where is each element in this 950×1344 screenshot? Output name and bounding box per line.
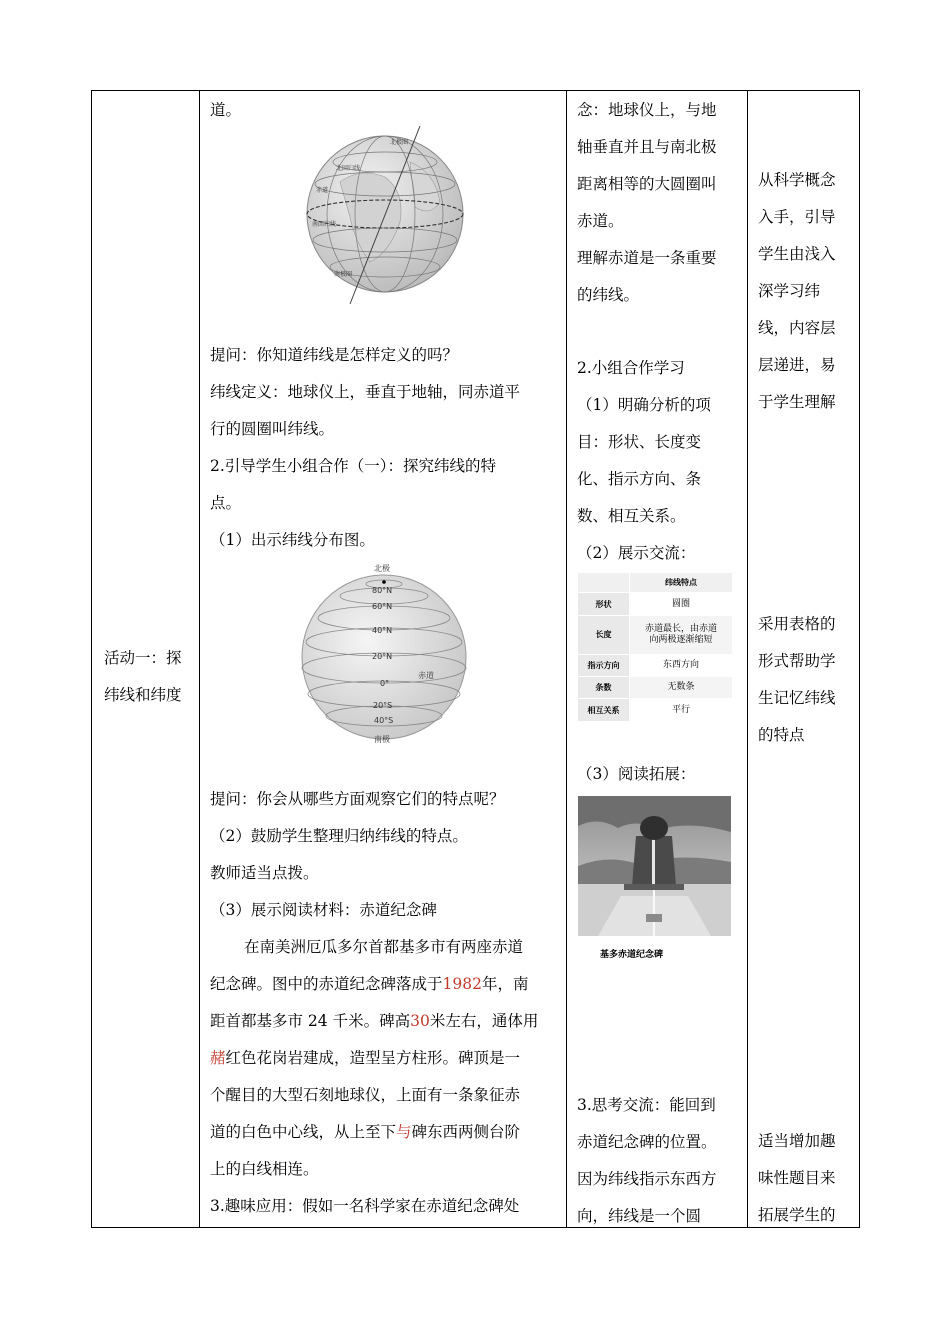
definition-line: 行的圆圈叫纬线。 (210, 420, 335, 438)
concept-line: 念：地球仪上，与地 (577, 101, 717, 119)
intent-block-1 (758, 162, 854, 421)
concept-line: 轴垂直并且与南北极 (577, 138, 717, 156)
reading-red-char: 赭 (210, 1049, 226, 1067)
label-north-pole: 北极 (374, 564, 390, 573)
sub-step-line: （1）出示纬线分布图。 (210, 531, 375, 549)
intent-line: 味性题目来 (758, 1169, 836, 1187)
reading-text: 距首都基多市 24 千米。碑高 (210, 1012, 411, 1030)
intent-line: 拓展学生的 (758, 1206, 836, 1224)
step-line: 点。 (210, 494, 242, 512)
intent-line: 线，内容层 (758, 319, 836, 337)
reading-text: 道的白色中心线，从上至下 (210, 1123, 397, 1141)
table-row (578, 573, 733, 593)
table-border-3 (566, 90, 567, 1228)
exchange-line: （2）展示交流： (577, 544, 696, 562)
globe1-label-arctic: 北极圈 (390, 139, 409, 146)
reading-line: 上的白线相连。 (210, 1160, 319, 1178)
intent-line: 采用表格的 (758, 615, 836, 633)
analyze-line: 目：形状、长度变 (577, 433, 702, 451)
understand-line: 理解赤道是一条重要 (577, 249, 717, 267)
student-block-a (577, 92, 745, 314)
activity-line: 活动一：探 (104, 649, 182, 667)
step-line: 2.引导学生小组合作（一）：探究纬线的特 (210, 457, 497, 475)
intent-block-2 (758, 606, 854, 754)
label-20n: 20°N (372, 652, 393, 661)
reading-line (210, 1003, 560, 1040)
intent-line: 深学习纬 (758, 282, 821, 300)
concept-line: 赤道。 (577, 212, 624, 230)
table-border-2 (199, 90, 200, 1228)
analyze-line: 数、相互关系。 (577, 507, 686, 525)
question-line: 提问：你会从哪些方面观察它们的特点呢？ (210, 790, 505, 808)
intent-line: 适当增加趣 (758, 1132, 836, 1150)
globe-equator-figure (300, 122, 470, 306)
question-line: 提问：你知道纬线是怎样定义的吗？ (210, 346, 459, 364)
reading-line (210, 1114, 560, 1151)
table-row-label: 形状 (578, 593, 630, 615)
table-cell-line: 赤道最长，由赤道 (644, 623, 717, 634)
analyze-line: （1）明确分析的项 (577, 396, 711, 414)
equator-monument-photo (578, 796, 731, 936)
reading-text: 碑东西两侧台阶 (411, 1123, 521, 1141)
label-equator: 赤道 (418, 671, 434, 680)
label-60n: 60°N (372, 602, 393, 611)
reading-text: 红色花岗岩建成，造型呈方柱形。碑顶是一 (225, 1049, 521, 1067)
sub-step-line: （3）展示阅读材料：赤道纪念碑 (210, 901, 437, 919)
table-corner (578, 573, 630, 593)
reading-line (210, 1040, 560, 1077)
reading-text: 米左右，通体用 (429, 1012, 539, 1030)
label-0: 0° (380, 679, 390, 688)
table-cell (630, 615, 733, 654)
photo-monument-globe (640, 816, 668, 840)
latitude-distribution-figure (298, 560, 470, 750)
intent-line: 学生由浅入 (758, 245, 836, 263)
table-row (578, 654, 733, 676)
table-row-label: 长度 (578, 615, 630, 654)
reading-line (210, 929, 560, 966)
reading-red-char: 与 (396, 1123, 412, 1141)
reading-line (210, 966, 560, 1003)
step-line: 3.趣味应用：假如一名科学家在赤道纪念碑处 (210, 1197, 520, 1215)
table-border-1 (91, 90, 92, 1228)
student-block-c (577, 1087, 745, 1235)
intent-line: 生记忆纬线 (758, 689, 836, 707)
latitude-feature-table (577, 572, 733, 722)
table-row (578, 677, 733, 699)
table-cell: 平行 (630, 699, 733, 722)
step-line: 2.小组合作学习 (577, 359, 685, 377)
table-row (578, 615, 733, 654)
hint-line: 教师适当点拨。 (210, 864, 319, 882)
table-cell: 东西方向 (630, 654, 733, 676)
table-row (578, 699, 733, 722)
photo-monument-base (624, 884, 684, 890)
label-south-pole: 南极 (374, 735, 390, 744)
reading-text: 年，南 (481, 975, 529, 993)
intent-line: 从科学概念 (758, 171, 836, 189)
think-line: 赤道纪念碑的位置。 (577, 1133, 717, 1151)
intent-block-3 (758, 1123, 854, 1234)
table-row-label: 相互关系 (578, 699, 630, 722)
concept-line: 距离相等的大圆圈叫 (577, 175, 717, 193)
reading-height: 30 (410, 1012, 430, 1030)
intent-line: 于学生理解 (758, 393, 836, 411)
table-border-5 (859, 90, 860, 1228)
intent-line: 入手，引导 (758, 208, 836, 226)
teacher-block-b (210, 781, 560, 1225)
sub-step-line: （2）鼓励学生整理归纳纬线的特点。 (210, 827, 468, 845)
table-top-border (91, 90, 860, 91)
label-80n: 80°N (372, 586, 393, 595)
reading-year: 1982 (442, 975, 482, 993)
photo-marker (646, 914, 662, 922)
globe1-label-antarctic: 南极圈 (334, 271, 353, 278)
activity-line: 纬线和纬度 (104, 686, 182, 704)
photo-caption: 基多赤道纪念碑 (600, 950, 664, 960)
table-cell: 无数条 (630, 677, 733, 699)
table-row-label: 条数 (578, 677, 630, 699)
analyze-line: 化、指示方向、条 (577, 470, 702, 488)
globe1-label-cancer: 北回归线 (336, 165, 361, 172)
table-row (578, 593, 733, 615)
reading-text: 纪念碑。图中的赤道纪念碑落成于 (210, 975, 443, 993)
definition-line: 纬线定义：地球仪上，垂直于地轴，同赤道平 (210, 383, 521, 401)
table-cell-line: 向两极逐渐缩短 (649, 634, 713, 645)
think-line: 因为纬线指示东西方 (577, 1170, 717, 1188)
understand-line: 的纬线。 (577, 286, 640, 304)
teacher-top-line: 道。 (210, 101, 242, 119)
table-header: 纬线特点 (630, 573, 733, 593)
activity-cell (104, 640, 194, 714)
photo-monument-stripe (652, 836, 655, 886)
intent-line: 层递进，易 (758, 356, 836, 374)
table-row-label: 指示方向 (578, 654, 630, 676)
teacher-block-a (210, 337, 558, 559)
globe1-label-capricorn: 南回归线 (312, 221, 337, 228)
label-40n: 40°N (372, 626, 393, 635)
table-border-4 (747, 90, 748, 1228)
think-line: 向，纬线是一个圆 (577, 1207, 702, 1225)
table-cell: 圆圈 (630, 593, 733, 615)
label-20s: 20°S (373, 701, 393, 710)
reading-ext-line: （3）阅读拓展： (577, 765, 696, 783)
think-line: 3.思考交流：能回到 (577, 1096, 716, 1114)
globe1-label-equator: 赤道 (316, 187, 329, 194)
reading-line: 个醒目的大型石刻地球仪，上面有一条象征赤 (210, 1086, 521, 1104)
north-pole-dot (382, 580, 386, 584)
intent-line: 的特点 (758, 726, 805, 744)
reading-text: 在南美洲厄瓜多尔首都基多市有两座赤道 (244, 938, 524, 956)
student-block-b (577, 350, 745, 572)
label-40s: 40°S (374, 716, 394, 725)
intent-line: 形式帮助学 (758, 652, 836, 670)
